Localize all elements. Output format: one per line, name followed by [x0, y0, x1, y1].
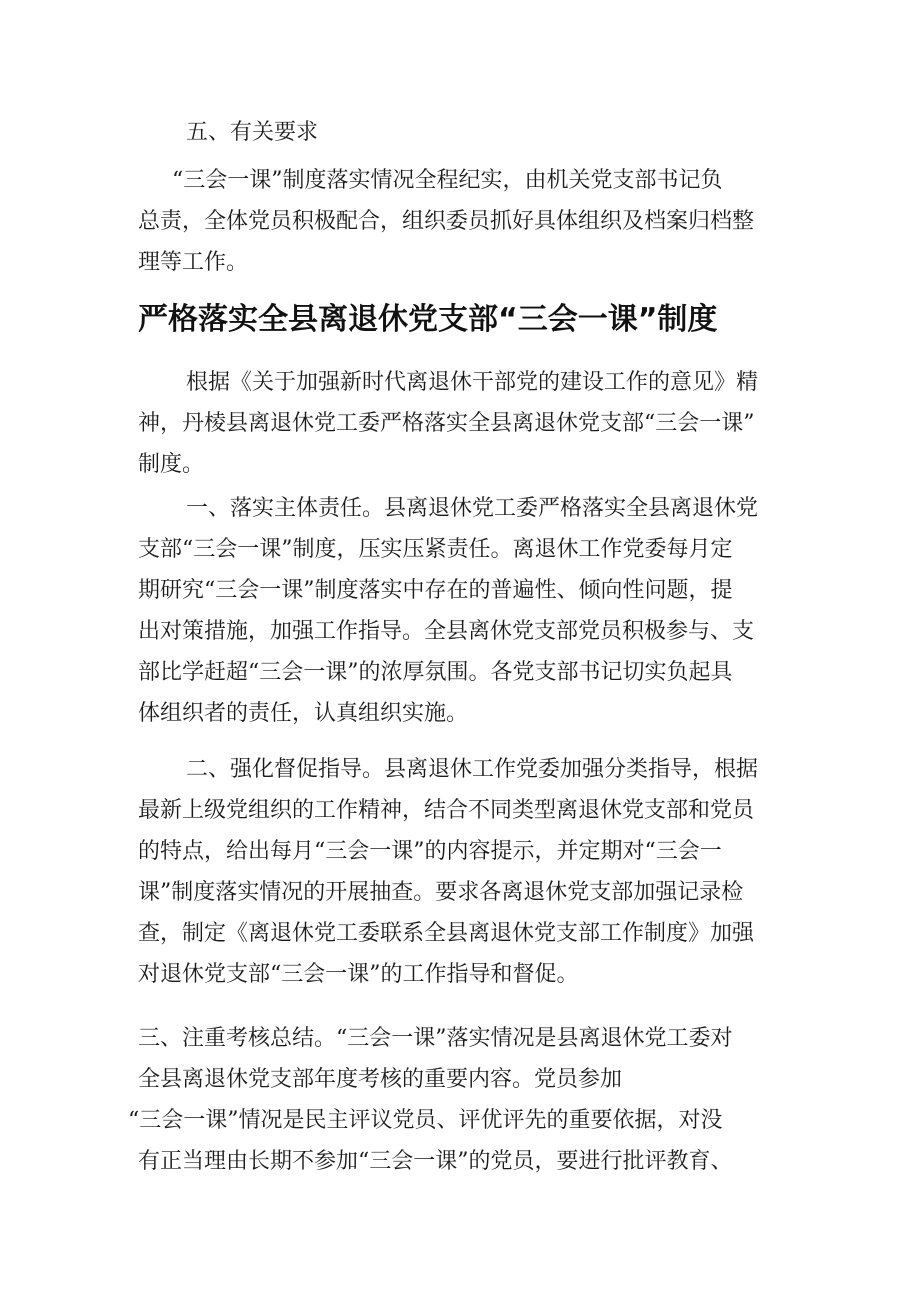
article-title: 严格落实全县离退休党支部“三会一课”制度 — [138, 302, 718, 337]
point2-line-6: 对退休党支部“三会一课”的工作指导和督促。 — [138, 962, 579, 987]
point1-line-3: 期研究“三会一课”制度落实中存在的普遍性、倾向性问题，提 — [138, 578, 733, 603]
intro-line-2: 神，丹棱县离退休党工委严格落实全县离退休党支部“三会一课” — [138, 411, 755, 436]
section5-line-3: 理等工作。 — [138, 250, 249, 275]
point2-line-5: 查，制定《离退休党工委联系全县离退休党支部工作制度》加强 — [138, 921, 755, 946]
point2-line-2: 最新上级党组织的工作精神，结合不同类型离退休党支部和党员 — [138, 798, 755, 823]
intro-line-1: 根据《关于加强新时代离退休干部党的建设工作的意见》精 — [186, 370, 759, 395]
point3-line-2: 全县离退休党支部年度考核的重要内容。党员参加 — [138, 1067, 623, 1092]
section5-line-1: “三会一课”制度落实情况全程纪实，由机关党支部书记负 — [172, 168, 723, 193]
section5-line-2: 总责，全体党员积极配合，组织委员抓好具体组织及档案归档整 — [138, 209, 755, 234]
point2-line-3: 的特点，给出每月“三会一课”的内容提示，并定期对“三会一 — [138, 839, 722, 864]
point1-line-5: 部比学赶超“三会一课”的浓厚氛围。各党支部书记切实负起具 — [138, 660, 733, 685]
intro-line-3: 制度。 — [138, 452, 205, 477]
point1-line-6: 体组织者的责任，认真组织实施。 — [138, 701, 469, 726]
point3-line-1: 三、注重考核总结。“三会一课”落实情况是县离退休党工委对 — [138, 1026, 733, 1051]
section5-title: 五、有关要求 — [186, 120, 319, 145]
point1-line-4: 出对策措施，加强工作指导。全县离休党支部党员积极参与、支 — [138, 619, 755, 644]
point2-line-1: 二、强化督促指导。县离退休工作党委加强分类指导，根据 — [186, 757, 759, 782]
point3-line-3: “三会一课”情况是民主评议党员、评优评先的重要依据，对没 — [128, 1108, 723, 1133]
point2-line-4: 课”制度落实情况的开展抽查。要求各离退休党支部加强记录检 — [138, 880, 744, 905]
point1-line-2: 支部“三会一课”制度，压实压紧责任。离退休工作党委每月定 — [138, 537, 733, 562]
point3-line-4: 有正当理由长期不参加“三会一课”的党员，要进行批评教育、 — [138, 1149, 733, 1174]
point1-line-1: 一、落实主体责任。县离退休党工委严格落实全县离退休党 — [186, 496, 759, 521]
